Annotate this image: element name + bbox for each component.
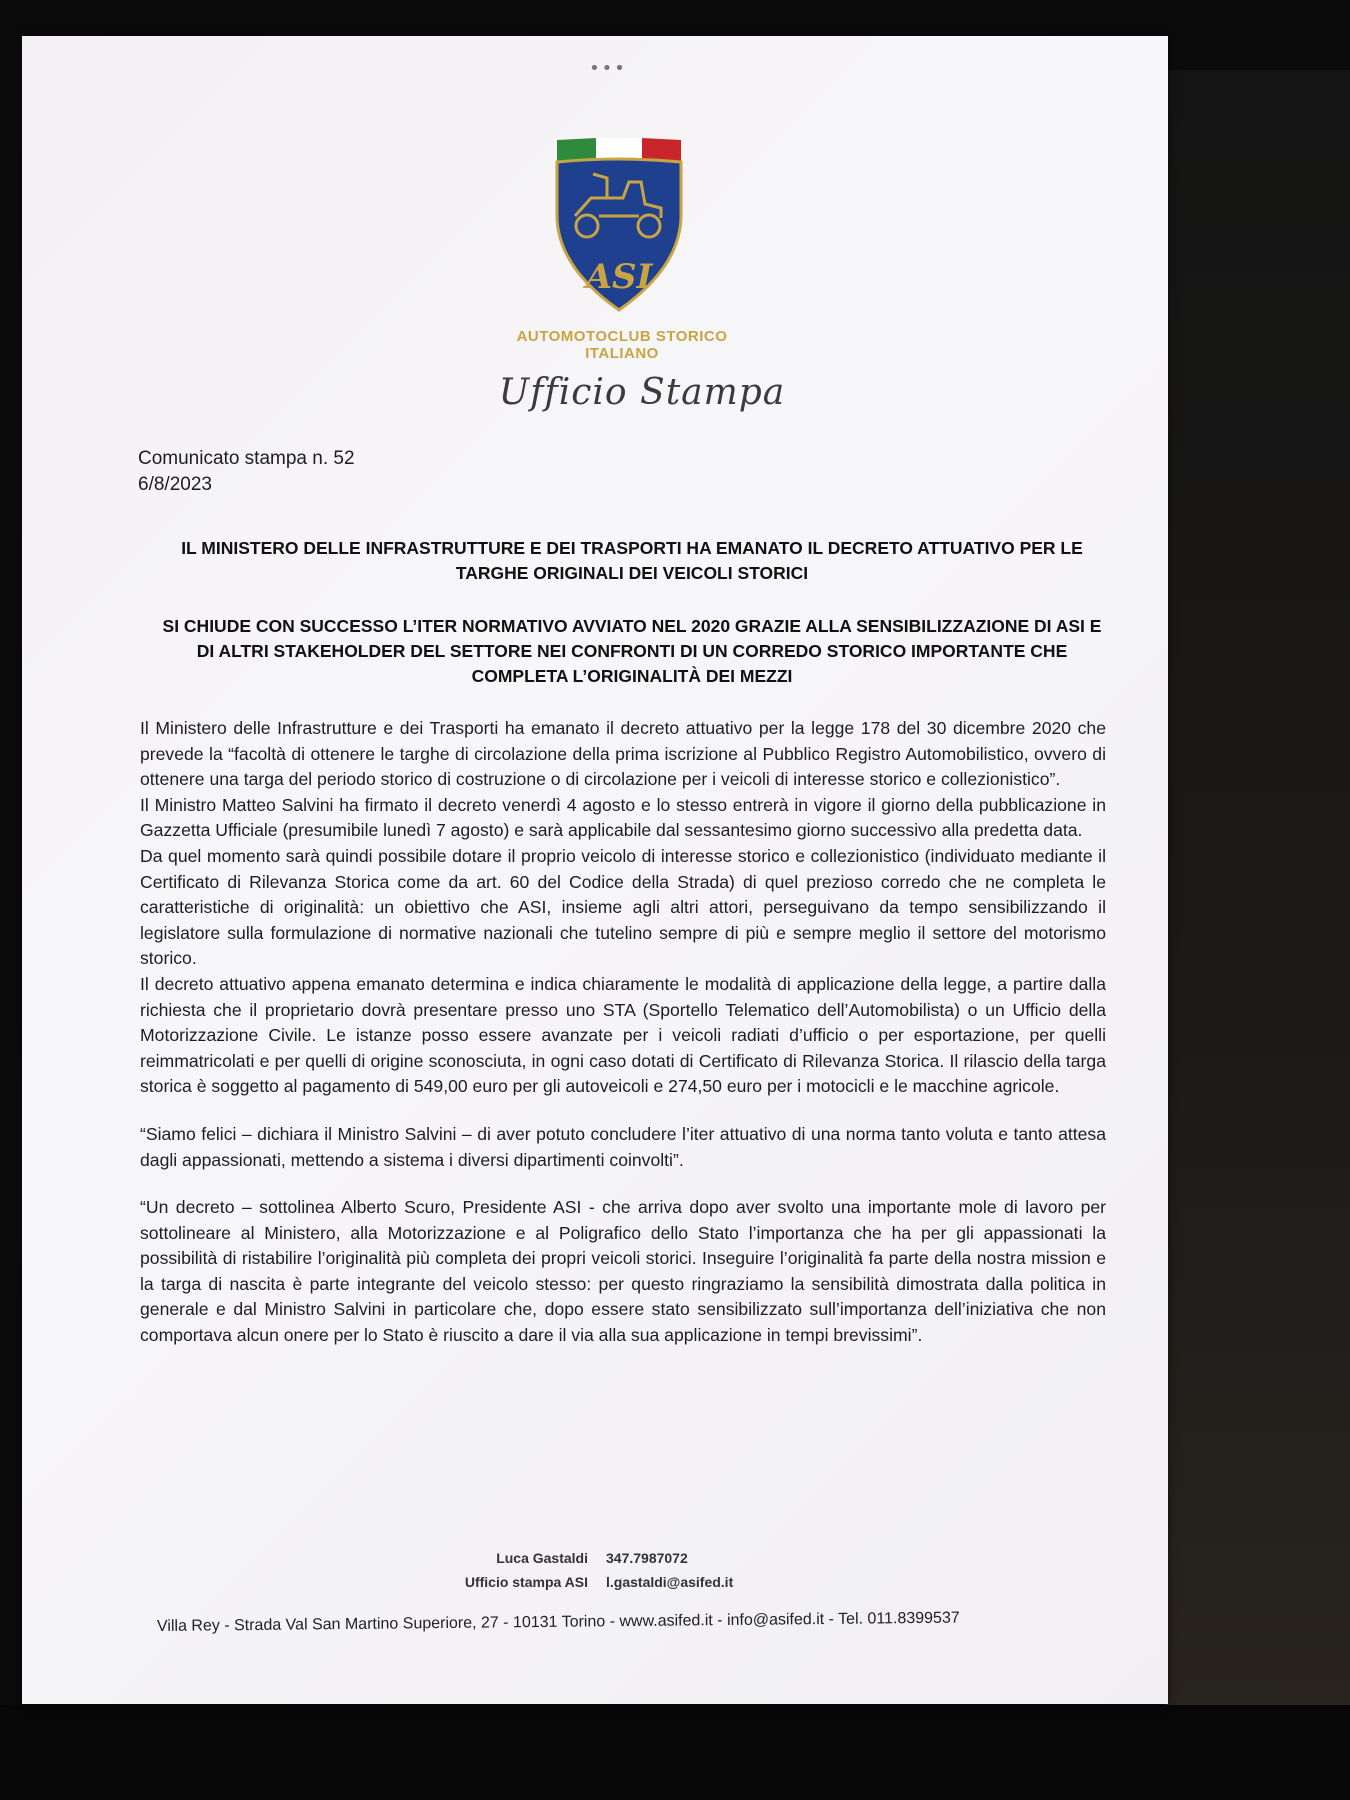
release-meta <box>138 446 355 498</box>
press-office-signature: Ufficio Stampa <box>498 372 786 413</box>
contact-email: l.gastaldi@asifed.it <box>606 1574 734 1590</box>
paragraph-4: Il decreto attuativo appena emanato determina e indica chiaramente le modalità di applicazione della legge, a partire dalla richiesta che il proprietario dovrà presentare presso uno STA (Sportello Telematico dell’Automobilista) o un Ufficio della Motorizzazione Civile. Le istanze posso essere avanzate per i veicoli radiati d’ufficio o per esportazione, per quelli reimmatricolati e per quelli di origine sconosciuta, in ogni caso dotati di Certificato di Rilevanza Storica. Il rilascio della targa storica è soggetto al pagamento di 549,00 euro per gli autoveicoli e 274,50 euro per i motocicli e le macchine agricole. <box>140 973 1106 1097</box>
press-release-page <box>22 36 1168 1704</box>
release-date: 6/8/2023 <box>138 474 212 495</box>
paragraph-3: Da quel momento sarà quindi possibile dotare il proprio veicolo di interesse storico e collezionistico (individuato mediante il Certificato di Rilevanza Storica come da art. 60 del Codice della Strada) di quel prezioso corredo che ne completa le caratteristiche di originalità: un obiettivo che ASI, insieme agli altri attori, perseguivano da tempo sensibilizzando il legislatore sulla formulazione di normative nazionali che tutelino sempre di più e sempre meglio il settore del motorismo storico. <box>140 845 1106 969</box>
release-number: Comunicato stampa n. 52 <box>138 448 355 469</box>
paragraph-scuro-quote: “Un decreto – sottolinea Alberto Scuro, Presidente ASI - che arriva dopo aver svolto una importante mole di lavoro per sottolineare al Ministero, alla Motorizzazione e al Poligrafico dello Stato l’importanza che ha per gli appassionati la possibilità di ristabilire l’originalità più completa dei propri veicoli storici. Inseguire l’originalità fa parte della nostra mission e la targa di nascita è parte integrante del veicolo stesso: per questo ringraziamo la sensibilità dimostrata dalla politica in generale e dal Ministro Salvini in particolare che, dopo essere stato sensibilizzato sull’importanza dell’iniziativa che non comportava alcun onere per lo Stato è riuscito a dare il via alla sua applicazione in tempi brevissimi”. <box>140 1197 1106 1346</box>
background-edge-bottom <box>0 1705 1350 1800</box>
more-options-icon[interactable]: ••• <box>589 58 627 79</box>
press-contact <box>462 1546 733 1594</box>
paragraph-salvini-quote: “Siamo felici – dichiara il Ministro Salvini – di aver potuto concludere l’iter attuativo di una norma tanto voluta e tanto attesa dagli appassionati, mettendo a sistema i diversi dipartimenti coinvolti”. <box>140 1123 1106 1170</box>
paragraph-2: Il Ministro Matteo Salvini ha firmato il decreto venerdì 4 agosto e lo stesso entrerà in vigore il giorno della pubblicazione in Gazzetta Ufficiale (presumibile lunedì 7 agosto) e sarà applicabile dal sessantesimo giorno successivo alla predetta data. <box>140 794 1106 841</box>
footer-address: Villa Rey - Strada Val San Martino Superiore, 27 - 10131 Torino - www.asifed.it - info@asifed.it - Tel. 011.8399537 <box>156 1609 960 1635</box>
asi-shield-icon <box>549 128 689 318</box>
article-body <box>140 716 1106 1349</box>
asi-logo <box>549 128 689 318</box>
contact-office: Ufficio stampa ASI <box>464 1574 588 1590</box>
organization-name-line2: ITALIANO <box>585 345 659 362</box>
paragraph-1: Il Ministero delle Infrastrutture e dei Trasporti ha emanato il decreto attuativo per la legge 178 del 30 dicembre 2020 che prevede la “facoltà di ottenere le targhe di circolazione della prima iscrizione al Pubblico Registro Automobilistico, ovvero di ottenere una targa del periodo storico di costruzione o di circolazione per i veicoli di interesse storico e collezionistico”. <box>140 718 1106 790</box>
organization-name-line1: AUTOMOTOCLUB STORICO <box>516 328 728 345</box>
contact-phone: 347.7987072 <box>606 1550 688 1566</box>
contact-name: Luca Gastaldi <box>496 1550 588 1566</box>
organization-name <box>442 328 802 362</box>
background-edge-right <box>1165 70 1350 1800</box>
sub-headline: SI CHIUDE CON SUCCESSO L’ITER NORMATIVO AVVIATO NEL 2020 GRAZIE ALLA SENSIBILIZZAZIONE DI ASI E DI ALTRI STAKEHOLDER DEL SETTORE NEI CONFRONTI DI UN CORREDO STORICO IMPORTANTE CHE COMPLETA L’ORIGINALITÀ DEI MEZZI <box>162 616 1102 686</box>
logo-text: ASI <box>585 257 653 297</box>
main-headline: IL MINISTERO DELLE INFRASTRUTTURE E DEI TRASPORTI HA EMANATO IL DECRETO ATTUATIVO PER LE TARGHE ORIGINALI DEI VEICOLI STORICI <box>181 538 1083 583</box>
